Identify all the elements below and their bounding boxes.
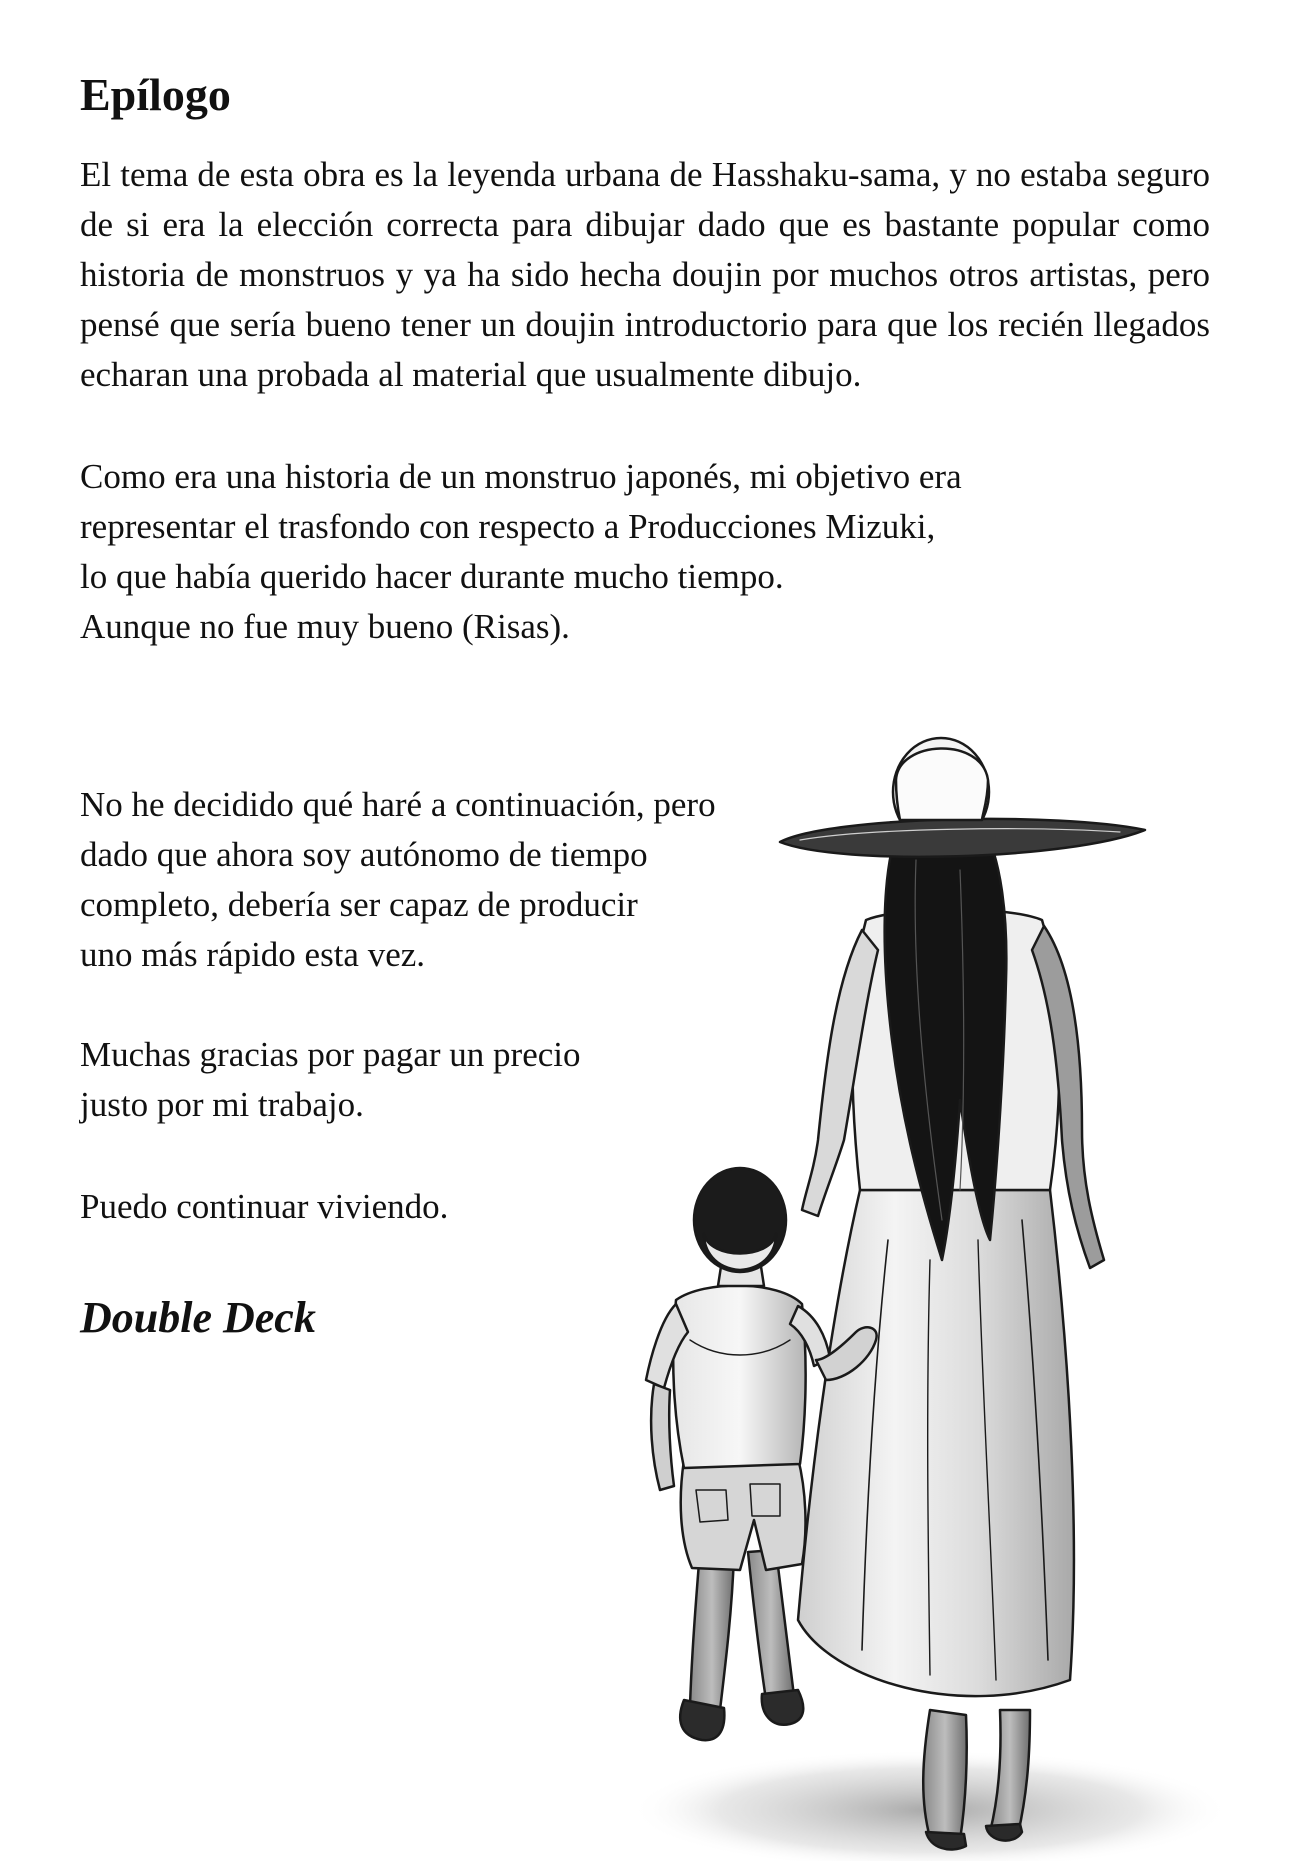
paragraph-line: lo que había querido hacer durante mucho tiempo.	[80, 557, 784, 596]
paragraph-thanks	[80, 1030, 581, 1130]
paragraph-line: completo, debería ser capaz de producir	[80, 885, 638, 924]
walking-figures-illustration	[630, 720, 1300, 1861]
paragraph-line: Muchas gracias por pagar un precio	[80, 1035, 581, 1074]
paragraph-next-work	[80, 780, 716, 980]
woman-figure	[780, 738, 1145, 1850]
paragraph-background	[80, 452, 962, 652]
page-title: Epílogo	[80, 69, 231, 120]
paragraph-line: No he decidido qué haré a continuación, pero	[80, 785, 716, 824]
paragraph-line: Aunque no fue muy bueno (Risas).	[80, 607, 570, 646]
paragraph-line: uno más rápido esta vez.	[80, 935, 426, 974]
author-signature: Double Deck	[80, 1293, 316, 1342]
paragraph-theme: El tema de esta obra es la leyenda urbana de Hasshaku-sama, y no estaba seguro de si era la elección correcta para dibujar dado que es bastante popular como historia de monstruos y ya ha sido hecha doujin por muchos otros artistas, pero pensé que sería bueno tener un doujin introductorio para que los recién llegados echaran una probada al material que usualmente dibujo.	[80, 155, 1210, 394]
paragraph-line: Como era una historia de un monstruo japonés, mi objetivo era	[80, 457, 962, 496]
paragraph-closing: Puedo continuar viviendo.	[80, 1187, 449, 1226]
paragraph-line: dado que ahora soy autónomo de tiempo	[80, 835, 648, 874]
paragraph-line: representar el trasfondo con respecto a Producciones Mizuki,	[80, 507, 936, 546]
paragraph-line: justo por mi trabajo.	[80, 1085, 364, 1124]
